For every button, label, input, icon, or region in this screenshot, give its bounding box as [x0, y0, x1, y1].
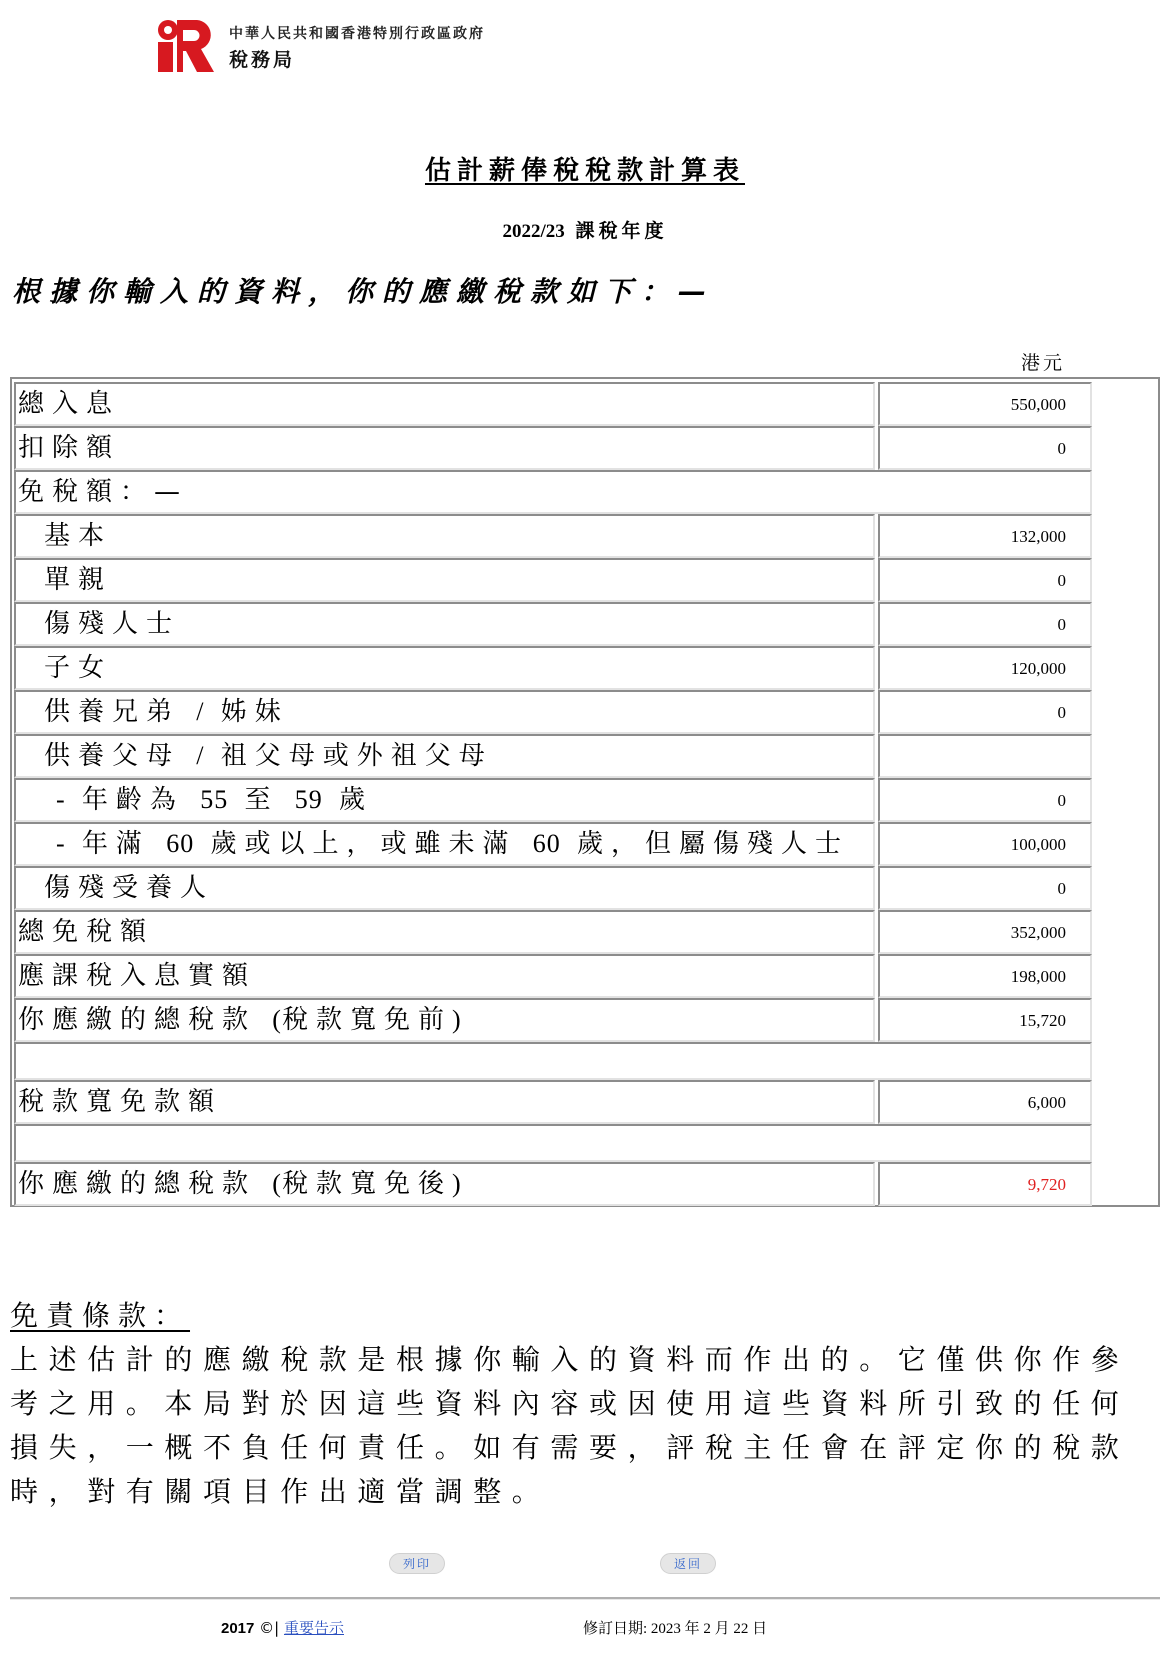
footer-copyright: 2017 ©| 重要告示 — [221, 1619, 344, 1637]
table-row — [14, 1080, 1092, 1124]
currency-label: 港元 — [1021, 352, 1066, 374]
row-label: 傷殘受養人 — [44, 873, 215, 903]
footer-revised — [583, 1617, 767, 1638]
row-label: 總免稅額 — [18, 917, 155, 947]
row-value-cell — [878, 514, 1092, 558]
page-title: 估計薪俸稅稅款計算表 — [424, 156, 745, 186]
table-row — [14, 1162, 1092, 1206]
disclaimer-heading: 免責條款： — [10, 1299, 191, 1332]
total-tax-value: 9,720 — [1027, 1175, 1066, 1194]
table-row — [14, 514, 1092, 558]
row-label-cell — [14, 382, 875, 426]
disclaimer-body: 上述估計的應繳稅款是根據你輸入的資料而作出的。它僅供你作參考之用。本局對於因這些資料內容或因使用這些資料所引致的任何損失，一概不負任何責任。如有需要，評稅主任會在評定你的稅款時，對有關項目作出適當調整。 — [10, 1343, 1130, 1508]
row-value-cell — [878, 910, 1092, 954]
row-value: 0 — [1057, 615, 1066, 634]
table-row — [14, 910, 1092, 954]
row-value-cell — [878, 866, 1092, 910]
table-row — [14, 866, 1092, 910]
row-value: 0 — [1057, 879, 1066, 898]
table-row — [14, 646, 1092, 690]
table-row — [14, 778, 1092, 822]
intro-text: 根據你輸入的資料，你的應繳稅款如下：— — [12, 275, 716, 308]
row-label-cell — [14, 822, 875, 866]
row-label-cell — [14, 470, 1092, 514]
row-value: 100,000 — [1010, 835, 1066, 854]
row-label-cell — [14, 426, 875, 470]
row-value-cell — [878, 1080, 1092, 1124]
row-value-cell — [878, 734, 1092, 778]
row-label: 傷殘人士 — [44, 609, 181, 639]
row-value-cell — [878, 690, 1092, 734]
row-label-cell — [14, 1080, 875, 1124]
row-value: 0 — [1057, 571, 1066, 590]
table-row — [14, 558, 1092, 602]
ird-logo — [157, 17, 215, 75]
print-button[interactable]: 列印 — [389, 1553, 445, 1574]
copyright-symbol: © — [259, 1619, 275, 1637]
row-value-cell — [878, 1162, 1092, 1206]
back-button[interactable]: 返回 — [660, 1553, 716, 1574]
row-value: 6,000 — [1027, 1093, 1066, 1112]
row-label: 你應繳的總稅款 (稅款寬免前) — [18, 1005, 462, 1035]
important-notice-link[interactable]: 重要告示 — [283, 1619, 344, 1637]
dept-name: 稅務局 — [229, 49, 296, 71]
table-row — [14, 1042, 1092, 1080]
footer-divider — [10, 1597, 1160, 1600]
row-label-cell — [14, 690, 875, 734]
row-value-cell — [878, 646, 1092, 690]
row-value: 132,000 — [1010, 527, 1066, 546]
row-label-cell — [14, 1042, 1092, 1080]
row-label-cell — [14, 514, 875, 558]
row-value: 0 — [1057, 439, 1066, 458]
row-value: 198,000 — [1010, 967, 1066, 986]
table-row — [14, 382, 1092, 426]
tax-year-label: 課稅年度 — [575, 220, 668, 242]
row-label: 基本 — [44, 521, 113, 551]
row-value-cell — [878, 822, 1092, 866]
row-value-cell — [878, 602, 1092, 646]
table-row — [14, 426, 1092, 470]
row-label-cell — [14, 910, 875, 954]
row-value: 0 — [1057, 703, 1066, 722]
revised-date: 2023 年 2 月 22 日 — [650, 1621, 768, 1637]
row-label: 免稅額：— — [18, 477, 189, 507]
row-label: - 年齡為 55 至 59 歲 — [56, 785, 373, 815]
row-label-cell — [14, 558, 875, 602]
row-value-cell — [878, 382, 1092, 426]
row-label-cell — [14, 734, 875, 778]
row-label: 供養兄弟 / 姊妹 — [44, 697, 289, 727]
row-label: 扣除額 — [18, 433, 121, 463]
table-row — [14, 1124, 1092, 1162]
row-label-cell — [14, 866, 875, 910]
table-row — [14, 998, 1092, 1042]
row-label-cell — [14, 998, 875, 1042]
row-label: 稅款寬免款額 — [18, 1087, 223, 1117]
copyright-year: 2017 — [221, 1620, 255, 1637]
row-value-cell — [878, 426, 1092, 470]
table-row — [14, 734, 1092, 778]
row-label-cell — [14, 778, 875, 822]
row-label-cell — [14, 602, 875, 646]
row-value: 352,000 — [1010, 923, 1066, 942]
row-label: - 年滿 60 歲或以上，或雖未滿 60 歲，但屬傷殘人士 — [56, 829, 849, 859]
gov-name: 中華人民共和國香港特別行政區政府 — [229, 26, 485, 42]
row-value: 0 — [1057, 791, 1066, 810]
row-label: 子女 — [44, 653, 113, 683]
row-value-cell — [878, 998, 1092, 1042]
row-value-cell — [878, 954, 1092, 998]
row-value: 120,000 — [1010, 659, 1066, 678]
row-value-cell — [878, 778, 1092, 822]
tax-table — [10, 377, 1160, 1207]
row-label: 應課稅入息實額 — [18, 961, 257, 991]
row-value: 15,720 — [1019, 1011, 1066, 1030]
tax-year — [0, 216, 1170, 243]
row-label-cell — [14, 646, 875, 690]
table-row — [14, 954, 1092, 998]
table-row — [14, 690, 1092, 734]
row-value-cell — [878, 558, 1092, 602]
row-label: 總入息 — [18, 389, 121, 419]
table-row — [14, 822, 1092, 866]
revised-label: 修訂日期: — [583, 1621, 648, 1637]
table-row — [14, 602, 1092, 646]
row-label-cell — [14, 954, 875, 998]
row-label: 你應繳的總稅款 (稅款寬免後) — [18, 1169, 462, 1199]
row-label-cell — [14, 1124, 1092, 1162]
row-value: 550,000 — [1010, 395, 1066, 414]
table-row — [14, 470, 1092, 514]
row-label: 供養父母 / 祖父母或外祖父母 — [44, 741, 493, 771]
row-label-cell — [14, 1162, 875, 1206]
tax-year-value: 2022/23 — [502, 221, 565, 242]
row-label: 單親 — [44, 565, 113, 595]
